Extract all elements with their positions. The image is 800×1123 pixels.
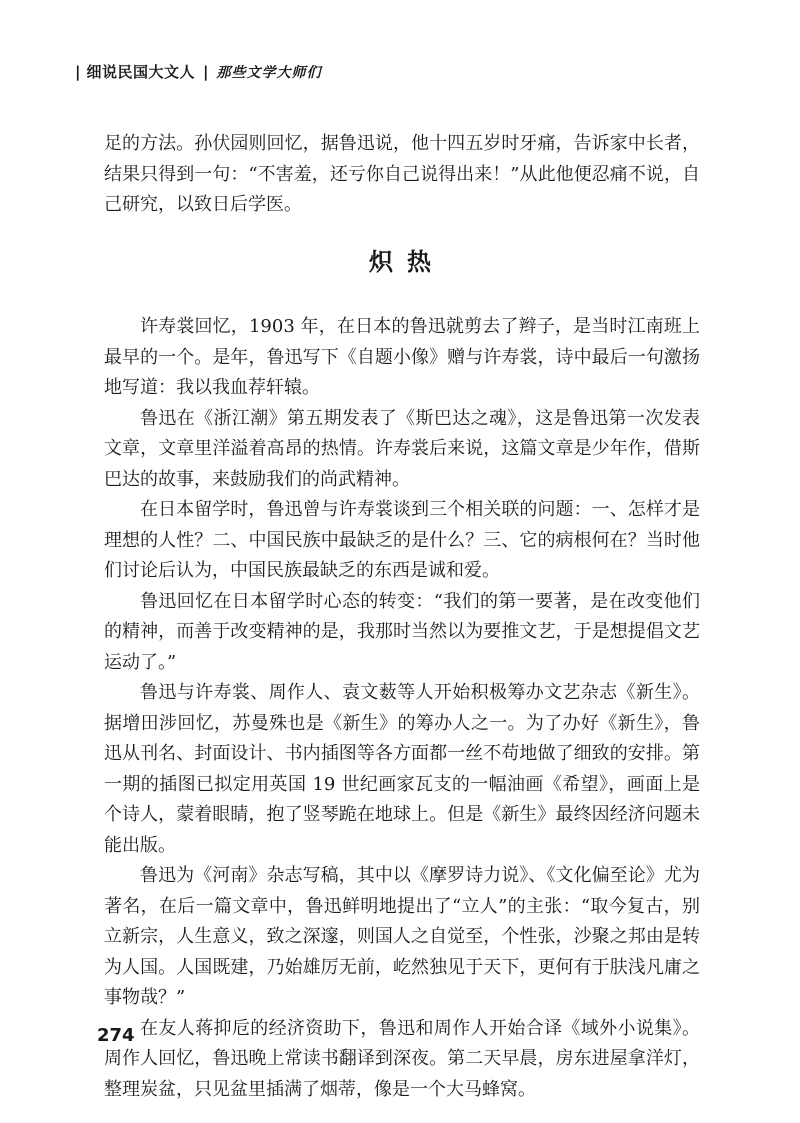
series-title: 那些文学大师们 <box>216 65 322 81</box>
intro-text-block <box>104 129 700 221</box>
body-paragraph: 许寿裳回忆，1903 年，在日本的鲁迅就剪去了辫子，是当时江南班上最早的一个。是年，鲁迅写下《自题小像》赠与许寿裳，诗中最后一句激扬地写道：我以我血荐轩辕。 <box>104 316 700 398</box>
running-header <box>75 62 321 83</box>
intro-paragraph: 足的方法。孙伏园则回忆，据鲁迅说，他十四五岁时牙痛，告诉家中长者，结果只得到一句：“不害羞，还亏你自己说得出来！”从此他便忍痛不说，自己研究，以致日后学医。 <box>104 133 700 215</box>
section-title: 炽热 <box>369 248 445 276</box>
body-paragraph: 在日本留学时，鲁迅曾与许寿裳谈到三个相关联的问题：一、怎样才是理想的人性？二、中国民族中最缺乏的是什么？三、它的病根何在？当时他们讨论后认为，中国民族最缺乏的东西是诚和爱。 <box>104 499 700 581</box>
body-paragraph: 鲁迅回忆在日本留学时心态的转变：“我们的第一要著，是在改变他们的精神，而善于改变精神的是，我那时当然以为要推文艺，于是想提倡文艺运动了。” <box>104 590 700 673</box>
body-paragraph: 鲁迅为《河南》杂志写稿，其中以《摩罗诗力说》、《文化偏至论》尤为著名，在后一篇文章中，鲁迅鲜明地提出了“立人”的主张：“取今复古，别立新宗，人生意义，致之深邃，则国人之自觉至，个性张，沙聚之邦由是转为人国。人国既建，乃始雄厉无前，屹然独见于天下，更何有于肤浅凡庸之事物哉？” <box>104 865 700 1008</box>
main-text-block <box>104 312 700 1105</box>
body-paragraph: 鲁迅与许寿裳、周作人、袁文薮等人开始积极筹办文艺杂志《新生》。据增田涉回忆，苏曼殊也是《新生》的筹办人之一。为了办好《新生》，鲁迅从刊名、封面设计、书内插图等各方面都一丝不苟地做了细致的安排。第一期的插图已拟定用英国 19 世纪画家瓦支的一幅油画《希望》，画面上是个诗人，蒙着眼睛，抱了竖琴跪在地球上。但是《新生》最终因经济问题未能出版。 <box>104 682 700 856</box>
page-number: 274 <box>97 1025 135 1046</box>
body-paragraph: 鲁迅在《浙江潮》第五期发表了《斯巴达之魂》，这是鲁迅第一次发表文章，文章里洋溢着高昂的热情。许寿裳后来说，这篇文章是少年作，借斯巴达的故事，来鼓励我们的尚武精神。 <box>104 407 700 490</box>
body-paragraph: 在友人蒋抑卮的经济资助下，鲁迅和周作人开始合译《域外小说集》。周作人回忆，鲁迅晚上常读书翻译到深夜。第二天早晨，房东进屋拿洋灯，整理炭盆，只见盆里插满了烟蒂，像是一个大马蜂窝。 <box>104 1017 700 1100</box>
header-divider-right: | <box>203 63 209 81</box>
book-title: 细说民国大文人 <box>86 63 195 81</box>
header-divider-left: | <box>75 63 81 81</box>
